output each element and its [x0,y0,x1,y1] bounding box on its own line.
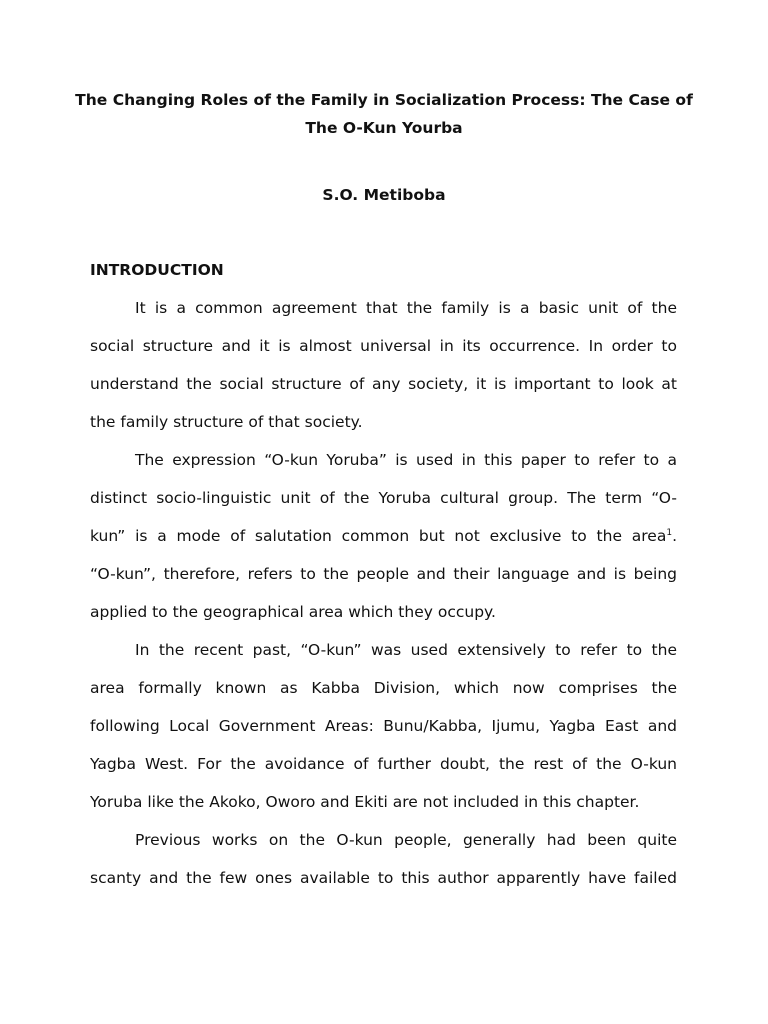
title-text: The Changing Roles of the Family in Socialization Process: The Case of The O-Kun Yourba [75,91,693,137]
author-name: S.O. Metiboba [322,186,446,204]
text-line: distinct socio-linguistic unit of the Yoruba cultural group. The term “O- [90,489,677,507]
text-line: It is a common agreement that the family is a basic unit of the [135,299,677,317]
text-line: social structure and it is almost universal in its occurrence. In order to [90,337,677,355]
text-line: The expression “O-kun Yoruba” is used in this paper to refer to a [135,451,677,469]
footnote-trailing: . [672,527,677,545]
section-heading: INTRODUCTION [90,261,224,279]
footnote-marker[interactable]: 1 [666,527,673,538]
document-title [60,86,708,142]
text-line: In the recent past, “O-kun” was used extensively to refer to the [135,641,677,659]
text-line: the family structure of that society. [90,413,363,431]
text-line: following Local Government Areas: Bunu/Kabba, Ijumu, Yagba East and [90,717,677,735]
text-line: understand the social structure of any society, it is important to look at [90,375,677,393]
text-line: area formally known as Kabba Division, which now comprises the [90,679,677,697]
text-line: Previous works on the O-kun people, generally had been quite [135,831,677,849]
text-line-with-footnote [90,523,677,549]
text-line-body: kun” is a mode of salutation common but not exclusive to the area [90,527,667,545]
text-line: Yoruba like the Akoko, Oworo and Ekiti are not included in this chapter. [90,793,640,811]
text-line: “O-kun”, therefore, refers to the people and their language and is being [90,565,677,583]
text-line: applied to the geographical area which they occupy. [90,603,496,621]
text-line: scanty and the few ones available to this author apparently have failed [90,869,677,887]
text-line: Yagba West. For the avoidance of further doubt, the rest of the O-kun [90,755,677,773]
